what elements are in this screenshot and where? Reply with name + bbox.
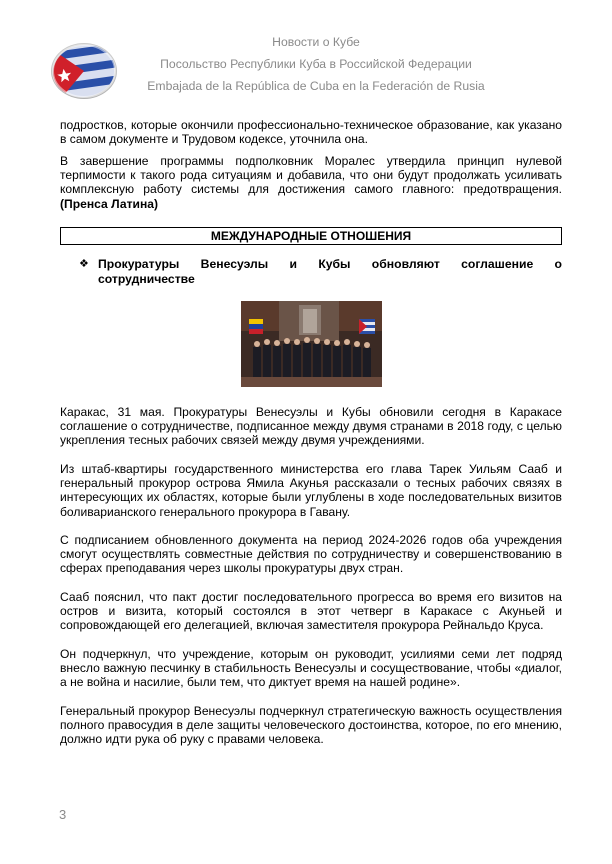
paragraph-conclusion: [60, 154, 562, 211]
article-title-line2: сотрудничестве: [98, 272, 195, 286]
article-paragraph: Генеральный прокурор Венесуэлы подчеркнул стратегическую важность осуществления полного правосудия в деле защиты человеческого достоинства, которое, по его мнению, должно идти рука об руку с правами человека.: [60, 704, 562, 747]
article-title-line1: Прокуратуры Венесуэлы и Кубы обновляют соглашение о: [98, 257, 562, 271]
article-paragraph: Он подчеркнул, что учреждение, которым он руководит, усилиями семи лет подряд внесло важную песчинку в стабильность Венесуэлы и сосуществование, чтобы «диалог, а не война и насилие, были тем, что диктует время на нашей родине».: [60, 647, 562, 690]
section-title: МЕЖДУНАРОДНЫЕ ОТНОШЕНИЯ: [60, 227, 562, 245]
diamond-bullet-icon: ❖: [79, 258, 89, 270]
article-paragraph: Каракас, 31 мая. Прокуратуры Венесуэлы и Кубы обновили сегодня в Каракасе соглашение о сотрудничестве, подписанное между двумя странами в 2018 году, с целью укрепления тесных рабочих связей между двумя учреждениями.: [60, 405, 562, 448]
header-title: Новости о Кубе: [272, 35, 360, 49]
page-number: 3: [59, 807, 67, 822]
header-embassy-es: Embajada de la República de Cuba en la Federación de Rusia: [147, 79, 485, 93]
article-paragraph: С подписанием обновленного документа на период 2024-2026 годов оба учреждения смогут осуществлять совместные действия по сотрудничеству и совершенствованию в сферах преподавания через школы прокуратуры двух стран.: [60, 533, 562, 576]
header-embassy-ru: Посольство Республики Куба в Российской Федерации: [160, 57, 472, 71]
article-paragraph: Сааб пояснил, что пакт достиг последовательного прогресса во время его визитов на остров и визита, который состоялся в этот четверг в Каракасе с Акуньей и сопровождающей его делегацией, включая заместителя прокурора Рейнальдо Круса.: [60, 590, 562, 633]
paragraph-conclusion-text: В завершение программы подполковник Моралес утвердила принцип нулевой терпимости к такого рода ситуациям и добавила, что они будут продолжать усиливать комплексную работу системы для достижения самого главного: предотвращения.: [60, 154, 562, 197]
article-paragraph: Из штаб-квартиры государственного министерства его глава Тарек Уильям Сааб и генеральный прокурор острова Ямила Акунья рассказали о тесных рабочих связях в интересующих их областях, которые были углублены в ходе последовательных визитов боливарианского генерального прокурора в Гавану.: [60, 462, 562, 519]
article-photo: [241, 301, 382, 387]
cuban-flag-globe-icon: [50, 42, 118, 100]
source-label: (Пренса Латина): [60, 196, 159, 211]
paragraph-continued: подростков, которые окончили профессионально-техническое образование, как указано в самом документе и Трудовом кодексе, уточнила она.: [60, 118, 562, 147]
